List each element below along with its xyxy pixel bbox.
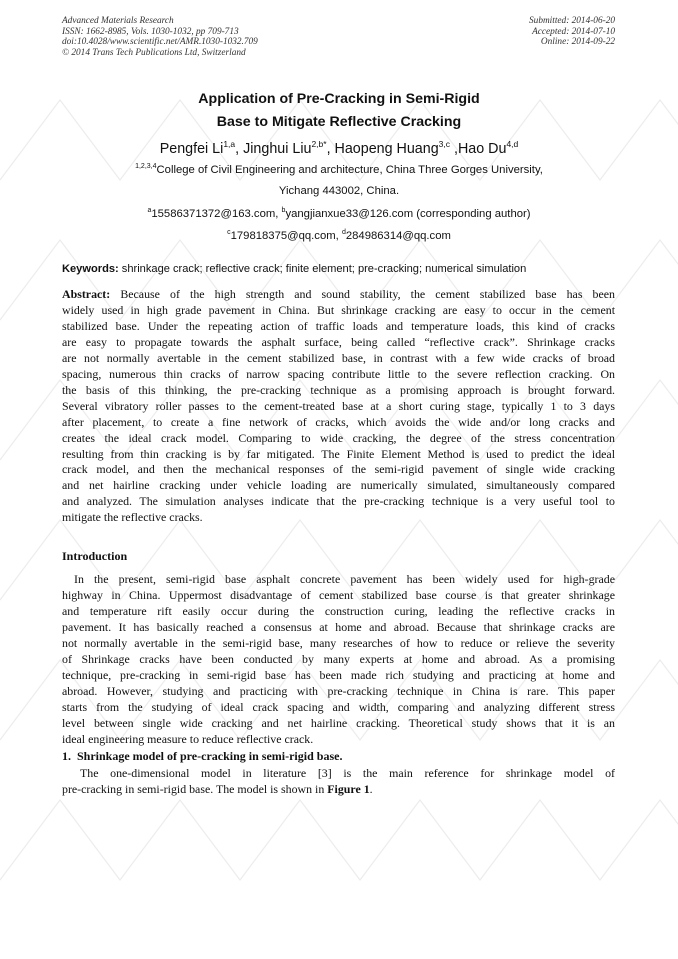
introduction-line: ideal engineering measure to reduce reflective crack.: [62, 731, 314, 746]
introduction-line: level between single wide cracking and net hairline cracking. Theoretical study shows that it is an: [62, 715, 615, 730]
email-superscript: d: [341, 229, 346, 236]
email-d: 284986314@qq.com: [345, 229, 451, 242]
section-1-body: [62, 766, 615, 798]
introduction-body: [62, 572, 615, 747]
figure-1-reference: Figure 1: [327, 781, 370, 796]
abstract-line: resulting from thin cracking is by far mitigated. The Finite Element Method is used to predict the ideal: [62, 446, 615, 461]
abstract-line: the basis of this thinking, the pre-cracking technique as a promising approach is brought forward.: [62, 382, 615, 397]
author-name: Pengfei Li: [159, 140, 224, 157]
affiliation-line-1: [0, 163, 678, 176]
email-superscript: b: [281, 207, 286, 214]
affiliation-line-2: Yichang 443002, China.: [278, 185, 400, 197]
abstract-line: are easy to propagate towards the asphalt surface, being called “reflective crack”. Shrinkage cracks: [62, 334, 615, 349]
issn-line: ISSN: 1662-8985, Vols. 1030-1032, pp 709-713: [62, 26, 239, 37]
abstract-text: Because of the high strength and sound stability, the cement stabilized base has been: [110, 287, 615, 301]
keywords-label: Keywords:: [62, 263, 119, 275]
introduction-line: of Shrinkage cracks have been conducted by many experts at home and abroad. As a promising: [62, 651, 615, 666]
journal-name: Advanced Materials Research: [62, 16, 174, 26]
email-superscript: c: [227, 229, 231, 236]
section-1-line: The one-dimensional model in literature [3] is the main reference for shrinkage model of: [80, 766, 615, 780]
introduction-line: not normally avertable in the semi-rigid base, many researches of how to reduce or relieve the severity: [62, 635, 615, 650]
journal-header-right: [529, 16, 615, 48]
keywords: [62, 263, 622, 275]
copyright-line: © 2014 Trans Tech Publications Ltd, Switzerland: [62, 47, 246, 58]
abstract-line: stabilized base. Under the repeating action of traffic loads and temperature loads, this kind of cracks: [62, 318, 615, 333]
section-1-text-end: .: [369, 781, 373, 796]
email-a: 15586371372@163.com,: [151, 207, 282, 220]
accepted-date: Accepted: 2014-07-10: [532, 26, 615, 37]
introduction-line: pavement. It has basically reached a consensus at home and abroad. Because that shrinkage cracks are: [62, 619, 615, 634]
abstract: [62, 287, 615, 526]
affiliation-text: College of Civil Engineering and architecture, China Three Gorges University,: [156, 163, 543, 176]
author-superscript: 4,d: [506, 139, 519, 149]
abstract-line: mitigate the reflective cracks.: [62, 510, 203, 525]
abstract-line: [62, 287, 615, 303]
affiliation-superscript: 1,2,3,4: [135, 163, 157, 170]
author-name: Haopeng Huang: [334, 140, 439, 157]
abstract-line: are not normally avertable in the cement stabilized base, in contrast with a few wide cracks of broad: [62, 350, 615, 365]
introduction-line: abroad. However, studying and practicing with pre-cracking technique in China is rare. This paper: [62, 683, 615, 698]
author-separator: ,: [326, 140, 335, 157]
email-line-2: [0, 229, 678, 242]
section-1-text: pre-cracking in semi-rigid base. The model is shown in: [62, 781, 328, 796]
email-c: 179818375@qq.com,: [230, 229, 342, 242]
journal-header-left: [62, 16, 258, 58]
author-list: [0, 139, 678, 157]
paper-title-line-2: Base to Mitigate Reflective Cracking: [216, 114, 462, 130]
author-name: Jinghui Liu: [243, 140, 312, 157]
introduction-heading: Introduction: [62, 549, 128, 563]
author-superscript: 1,a: [223, 139, 236, 149]
author-name: Hao Du: [457, 140, 507, 157]
keywords-text: shrinkage crack; reflective crack; finite element; pre-cracking; numerical simulation: [118, 263, 527, 275]
abstract-line: crack model, and then the mechanical responses of the semi-rigid pavement of single wide cracking: [62, 462, 615, 477]
author-superscript: 3,c: [438, 139, 451, 149]
introduction-line: and temperature rift easily occur during the construction curing, leading the reflective cracks in: [62, 603, 615, 618]
abstract-line: Several vibratory roller passes to the cement-treated base at a short curing stage, typically 1 to 3 days: [62, 398, 615, 413]
abstract-line: spacing, numerous thin cracks of narrow spacing contribute little to the severe reflection cracking. On: [62, 366, 615, 381]
email-b: yangjianxue33@126.com (corresponding author): [285, 207, 531, 220]
abstract-line: after placement, to create a fine network of cracks, which avoids the wide and/or long cracks and: [62, 414, 615, 429]
author-separator: ,: [450, 140, 458, 157]
author-superscript: 2,b*: [311, 139, 327, 149]
paper-title-line-1: Application of Pre-Cracking in Semi-Rigid: [198, 91, 480, 107]
introduction-line: starts from the studying of ideal crack spacing and width, comparing and analyzing different stress: [62, 699, 615, 714]
author-separator: ,: [235, 140, 244, 157]
submitted-date: Submitted: 2014-06-20: [529, 16, 615, 26]
section-1-heading: 1. Shrinkage model of pre-cracking in semi-rigid base.: [62, 749, 343, 763]
abstract-line: creates the ideal crack model. Comparing to wide cracking, the degree of the stress concentration: [62, 430, 615, 445]
abstract-line: and analyzed. The simulation analyses indicate that the pre-cracking technique is a very useful tool to: [62, 494, 615, 509]
introduction-line: In the present, semi-rigid base asphalt concrete pavement has been widely used for high-grade: [74, 572, 615, 586]
abstract-line: widely used in high grade pavement in China. But shrinkage cracking are easy to occur in the cement: [62, 302, 615, 317]
introduction-line: technique, pre-cracking in semi-rigid base has been made rich studying and practicing at home and: [62, 667, 615, 682]
section-1-line: [62, 782, 615, 798]
email-line-1: [0, 207, 678, 220]
abstract-label: Abstract:: [62, 287, 111, 301]
doi-line: doi:10.4028/www.scientific.net/AMR.1030-1032.709: [62, 37, 258, 48]
email-superscript: a: [147, 207, 152, 214]
abstract-line: and net hairline cracking under vehicle loading are numerically simulated, simultaneously compared: [62, 478, 615, 493]
online-date: Online: 2014-09-22: [540, 37, 615, 48]
introduction-line: highway in China. Uppermost disadvantage of cement stabilized base course is that greater shrinkage: [62, 587, 615, 602]
